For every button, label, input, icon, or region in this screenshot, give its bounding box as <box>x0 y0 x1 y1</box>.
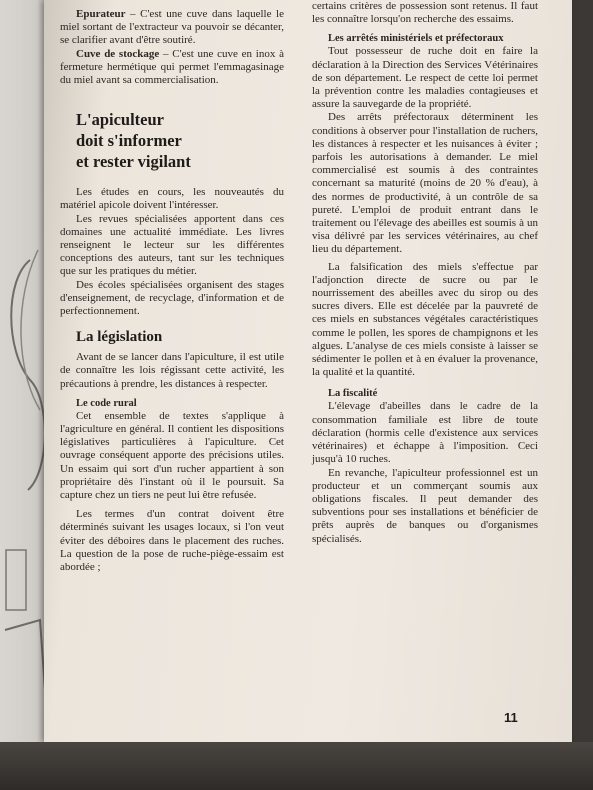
heading-line: doit s'informer <box>76 131 182 151</box>
paragraph: La falsification des miels s'effectue par l'adjonction directe de sucre ou par le nourrissement des abeilles avec du sirop ou des sucres divers. Elle est décelée par la pauvreté de ces miels en substances végétales caractéristiques comme le pollen, les spores de champignons et les algues. L'analyse de ces miels consiste à laisser se sédimenter le pollen et à en évaluer la provenance, la qualité et la quantité. <box>312 260 538 379</box>
subheading-arretes: Les arrêtés ministériels et préfectoraux <box>328 33 504 45</box>
paragraph: Des écoles spécialisées organisent des stages d'enseignement, de recyclage, d'information et de perfectionnement. <box>60 278 284 318</box>
paragraph-text: – C'est une cuve en inox à fermeture hermétique qui permet l'emmagasinage du miel avant sa commercialisation. <box>60 47 284 87</box>
paragraph: Les termes d'un contrat doivent être déterminés suivant les usages locaux, si l'on veut éviter des déboires dans le placement des ruches. La question de la pose de ruche-piège-essaim est abordée ; <box>60 508 284 574</box>
subheading-fiscalite: La fiscalité <box>328 388 378 400</box>
paragraph: En revanche, l'apiculteur professionnel est un producteur et un commerçant soumis aux obligations fiscales. Il peut demander des subventions pour ses installations et bénéficier de prêts auprès de banques ou d'organismes spécialisés. <box>312 466 538 545</box>
paragraph-epurateur <box>60 8 284 48</box>
paragraph-cuve-stockage <box>60 48 284 88</box>
paragraph: Avant de se lancer dans l'apiculture, il est utile de connaître les lois régissant cette activité, les précautions à prendre, les distances à respecter. <box>60 351 284 390</box>
paragraph-text: – C'est une cuve dans laquelle le miel sortant de l'extracteur va pouvoir se décanter, se clarifier avant d'être soutiré. <box>60 8 284 47</box>
paragraph: certains critères de possession sont retenus. Il faut les connaître lorsqu'on recherche des essaims. <box>312 0 538 26</box>
left-column <box>60 8 284 574</box>
paragraph: Les études en cours, les nouveautés du matériel apicole doivent l'intéresser. <box>60 186 284 212</box>
section-heading-apiculteur <box>60 109 284 172</box>
book-page <box>44 0 572 742</box>
paragraph: Les revues spécialisées apportent dans ces domaines une actualité immédiate. Les livres renseignent le lecteur sur les différentes conceptions des auteurs, tant sur les techniques que sur les pratiques du métier. <box>60 212 284 278</box>
subheading-code-rural: Le code rural <box>76 397 137 409</box>
right-column <box>312 0 538 546</box>
term-cuve-stockage: Cuve de stockage <box>76 47 160 60</box>
heading-line: L'apiculteur <box>76 110 165 130</box>
page-number: 11 <box>504 710 518 725</box>
heading-line: et rester vigilant <box>76 152 191 172</box>
section-heading-legislation: La législation <box>76 329 163 346</box>
paragraph: Tout possesseur de ruche doit en faire la déclaration à la Direction des Services Vétérinaires de son département. Le respect de cette loi permet la prévention contre les maladies contagieuses et assure la sauvegarde de la propriété. <box>312 45 538 111</box>
term-epurateur: Epurateur <box>76 8 126 20</box>
paragraph: Des arrêts préfectoraux déterminent les conditions à observer pour l'installation de ruchers, les distances à respecter et les nuisances à éviter ; parfois les autorisations à demander. Le miel commercialisé est soumis à des contraintes concernant sa maturité (moins de 20 % d'eau), à des normes de productivité, à un contrôle de sa pureté. L'emploi de produit entrant dans le traitement ou l'élevage des abeilles est soumis à un visa délivré par les services vétérinaires, au chef lieu du département. <box>312 111 538 256</box>
paragraph: Cet ensemble de textes s'applique à l'agriculture en général. Il contient les dispositions législatives particulières à l'apiculture. Cet ouvrage conséquent apporte des précisions utiles. Un essaim qui sort d'un rucher appartient à son propriétaire dès l'instant où il le poursuit. Sa capture chez un tiers ne peut lui être refusée. <box>60 409 284 502</box>
background-surface <box>0 742 593 790</box>
paragraph: L'élevage d'abeilles dans le cadre de la consommation familiale est libre de toute déclaration (hormis celle d'existence aux services vétérinaires) et échappe à l'imposition. Ceci jusqu'à 10 ruches. <box>312 400 538 466</box>
